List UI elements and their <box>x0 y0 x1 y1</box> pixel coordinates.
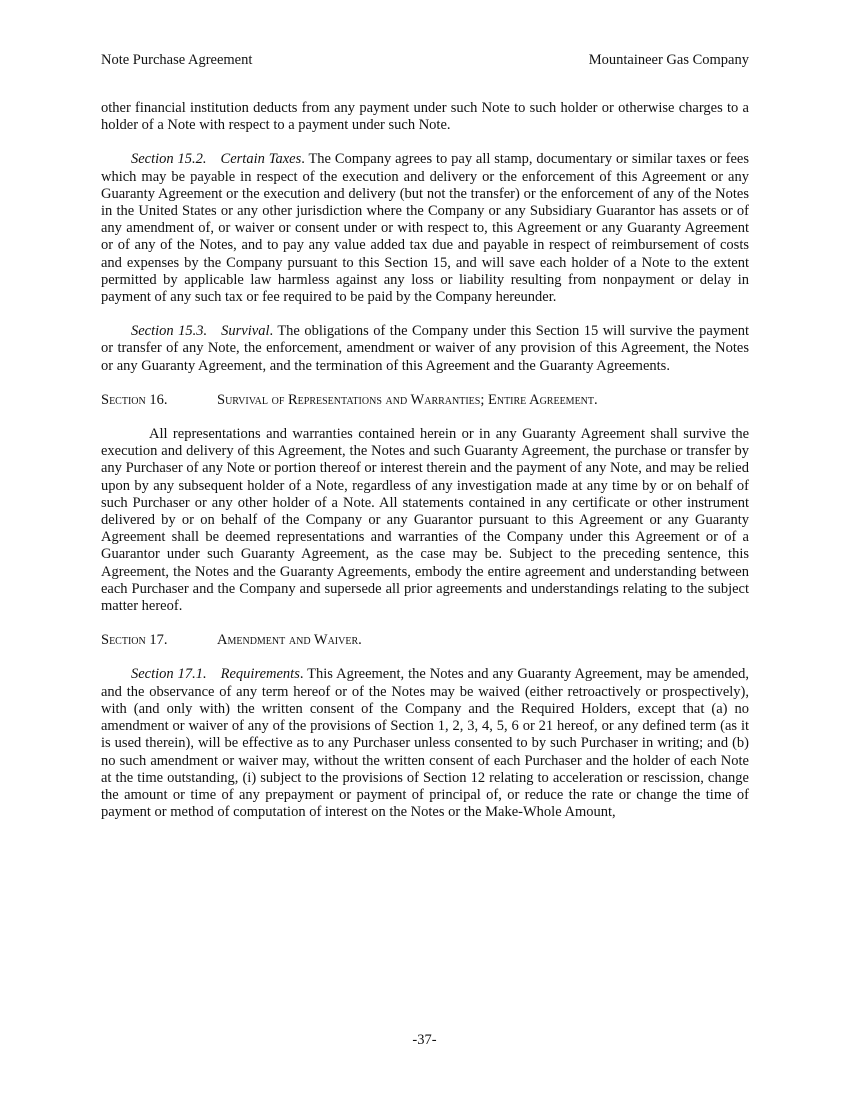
header-left: Note Purchase Agreement <box>101 52 253 68</box>
paragraph-continuation: other financial institution deducts from any payment under such Note to such holder or otherwise charges to a holder of a Note with respect to a payment under such Note. <box>101 100 749 134</box>
section-17-1 <box>101 666 749 821</box>
section-16-text: All representations and warranties contained herein or in any Guaranty Agreement shall survive the execution and delivery of this Agreement, the Notes and such Guaranty Agreement, the purchase or transfer by any Purchaser of any Note or portion thereof or interest therein and the payment of any Note, and may be relied upon by any subsequent holder of a Note, regardless of any investigation made at any time by or on behalf of such Purchaser or any other holder of a Note. All statements contained in any certificate or other instrument delivered by or on behalf of the Company or any Guarantor pursuant to this Agreement or any Guaranty Agreement shall be deemed representations and warranties of the Company under this Agreement or of a Guarantor under such Guaranty Agreement, as the case may be. Subject to the preceding sentence, this Agreement, the Notes and the Guaranty Agreements, embody the entire agreement and understanding between each Purchaser and the Company and supersede all prior agreements and understandings relating to the subject matter hereof. <box>101 426 749 615</box>
heading-title: Amendment and Waiver. <box>217 632 362 649</box>
page-number: -37- <box>412 1032 437 1048</box>
section-title: Requirements <box>220 666 300 683</box>
page-header <box>101 52 749 69</box>
section-number: Section 17.1. <box>131 666 207 683</box>
heading-title: Survival of Representations and Warranties; Entire Agreement. <box>217 391 598 408</box>
section-16-heading <box>101 392 749 409</box>
section-text: . The obligations of the Company under this Section 15 will survive the payment or transfer of any Note, the enforcement, amendment or waiver of any provision of this Agreement, the Notes or any Guaranty Agreement, and the termination of this Agreement and the Guaranty Agreements. <box>101 323 749 374</box>
section-number: Section 15.2. <box>131 151 207 168</box>
section-text: . This Agreement, the Notes and any Guaranty Agreement, may be amended, and the observance of any term hereof or of the Notes may be waived (either retroactively or prospectively), with (and only with) the written consent of the Company and the Required Holders, except that (a) no amendment or waiver of any of the provisions of Section 1, 2, 3, 4, 5, 6 or 21 hereof, or any defined term (as it is used therein), will be effective as to any Purchaser unless consented to by such Purchaser in writing; and (b) no such amendment or waiver may, without the written consent of each Purchaser and the holder of each Note at the time outstanding, (i) subject to the provisions of Section 12 relating to acceleration or rescission, change the amount or time of any prepayment or payment of principal of, or reduce the rate or change the time of payment or method of computation of interest on the Notes or the Make-Whole Amount, <box>101 666 749 821</box>
heading-number: Section 17. <box>101 632 168 649</box>
heading-number: Section 16. <box>101 391 168 408</box>
section-17-heading <box>101 632 749 649</box>
header-right: Mountaineer Gas Company <box>588 52 749 68</box>
section-15-2 <box>101 151 749 306</box>
section-15-3 <box>101 323 749 375</box>
document-body <box>101 100 749 838</box>
section-title: Survival <box>221 323 270 340</box>
section-title: Certain Taxes <box>220 151 302 168</box>
section-text: . The Company agrees to pay all stamp, documentary or similar taxes or fees which may be payable in respect of the execution and delivery or the enforcement of this Agreement or any Guaranty Agreement or the execution and delivery (but not the transfer) or the enforcement of any of the Notes in the United States or any other jurisdiction where the Company or any Subsidiary Guarantor has assets or of any amendment of, or waiver or consent under or with respect to, this Agreement or any Guaranty Agreement or of any of the Notes, and to pay any value added tax due and payable in respect of reimbursement of costs and expenses by the Company pursuant to this Section 15, and will save each holder of a Note to the extent permitted by applicable law harmless against any loss or liability resulting from nonpayment or delay in payment of any such tax or fee required to be paid by the Company hereunder. <box>101 151 749 306</box>
section-number: Section 15.3. <box>131 323 208 340</box>
